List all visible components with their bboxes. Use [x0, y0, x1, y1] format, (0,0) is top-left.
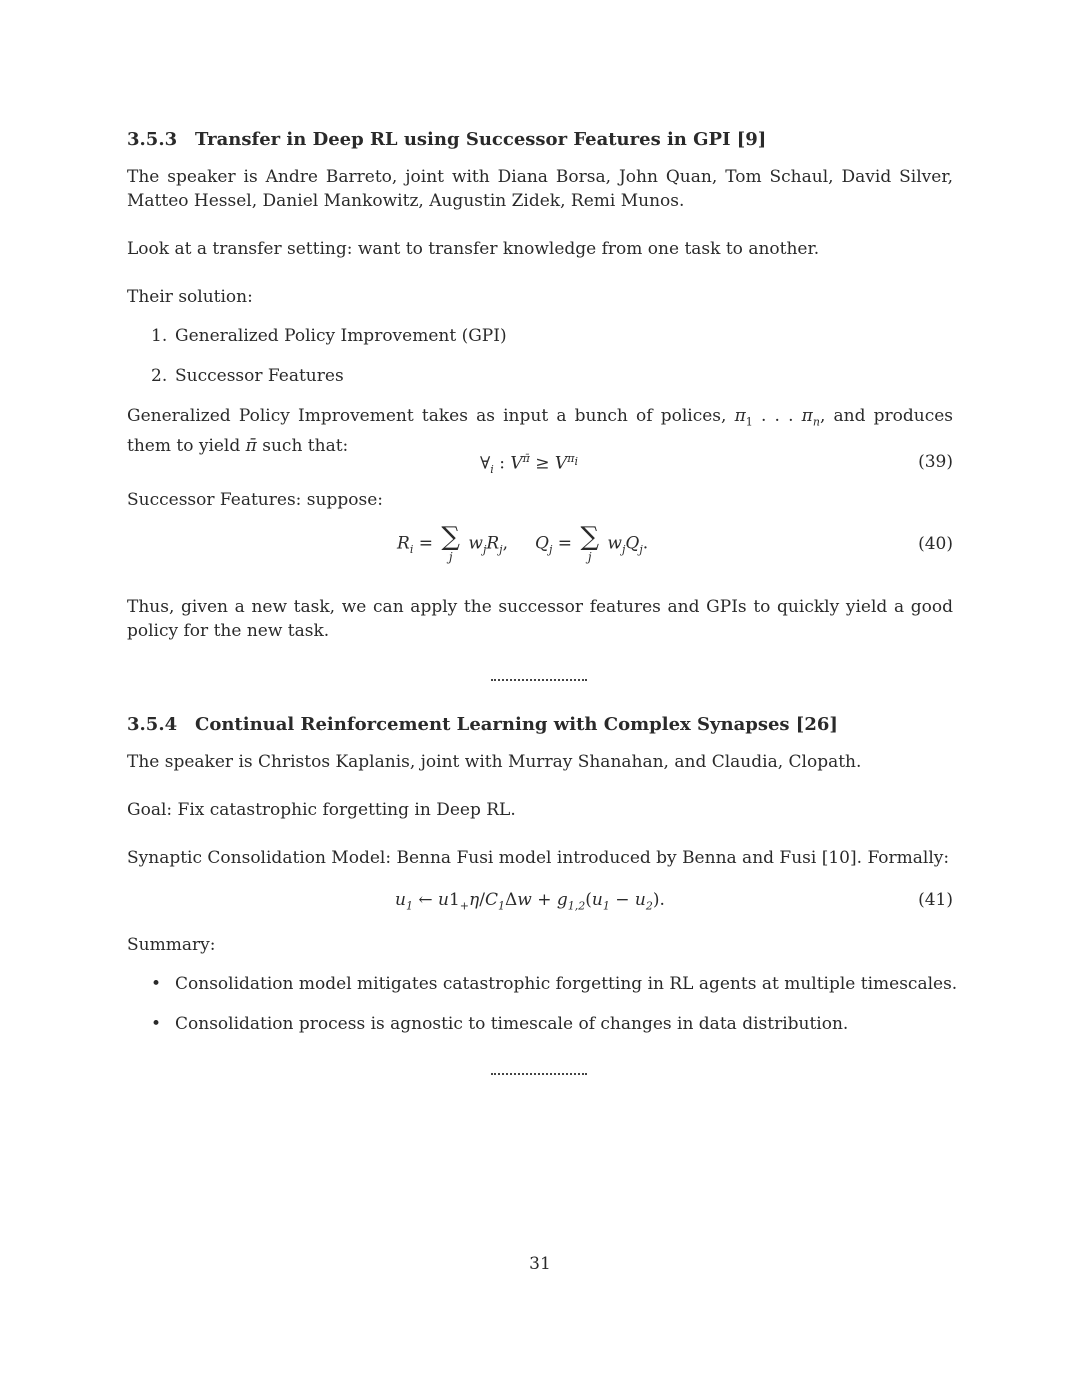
- equation-number: (41): [918, 890, 953, 910]
- gpi-text: , and produces them to yield: [127, 406, 954, 457]
- equation-number: (39): [918, 452, 953, 472]
- section-title: Transfer in Deep RL using Successor Features in GPI [9]: [195, 129, 767, 150]
- section-separator: [491, 1073, 587, 1075]
- bullet-marker: •: [151, 1014, 162, 1034]
- gpi-text: such that:: [256, 436, 349, 457]
- section-heading-3-5-3: [127, 129, 766, 150]
- list-item-text: Generalized Policy Improvement (GPI): [175, 326, 507, 346]
- successor-features-intro: Successor Features: suppose:: [127, 490, 383, 510]
- section-separator: [491, 679, 587, 681]
- equation-body: $R_i$ = ∑ j $w_jR_j$, $Q_j$ = ∑ j $w_jQ_j$.: [397, 522, 649, 564]
- section-number: 3.5.4: [127, 714, 178, 735]
- goal-paragraph: Goal: Fix catastrophic forgetting in Deep RL.: [127, 800, 516, 820]
- bullet-marker: •: [151, 974, 162, 994]
- list-marker: 1.: [151, 326, 168, 346]
- speaker-paragraph: The speaker is Christos Kaplanis, joint with Murray Shanahan, and Claudia, Clopath.: [127, 752, 862, 772]
- list-item-text: Consolidation process is agnostic to timescale of changes in data distribution.: [175, 1014, 849, 1034]
- speaker-paragraph: The speaker is Andre Barreto, joint with Diana Borsa, John Quan, Tom Schaul, David Silver, Matteo Hessel, Daniel Mankowitz, Augustin Zidek, Remi Munos.: [127, 167, 953, 211]
- paper-page: [127, 0, 958, 1398]
- section-title: Continual Reinforcement Learning with Complex Synapses [26]: [195, 714, 838, 735]
- list-item: [151, 324, 951, 348]
- gpi-paragraph: Generalized Policy Improvement takes as input a bunch of polices, $\pi_1$ . . . $\pi_n$, and produces them to yield π̄ such that:: [127, 406, 954, 457]
- equation-body: $\forall_i$ : $V^{\pī} \ge V^{\pi_i}$: [480, 452, 578, 477]
- conclusion-paragraph: Thus, given a new task, we can apply the successor features and GPIs to quickly yield a good policy for the new task.: [127, 597, 953, 641]
- equation-body: $u_1$ ← $u1_+\eta/C_1\Delta w + g_{1,2}(u_1 - u_2)$.: [395, 890, 665, 913]
- model-paragraph: Synaptic Consolidation Model: Benna Fusi model introduced by Benna and Fusi [10]. Formally:: [127, 848, 950, 868]
- transfer-setting-paragraph: Look at a transfer setting: want to transfer knowledge from one task to another.: [127, 239, 820, 259]
- section-heading-3-5-4: [127, 714, 838, 735]
- list-item: [151, 972, 958, 996]
- list-item-text: Successor Features: [175, 366, 344, 386]
- list-item: [151, 364, 951, 388]
- list-item-text: Consolidation model mitigates catastrophic forgetting in RL agents at multiple timescales.: [175, 974, 958, 994]
- list-marker: 2.: [151, 366, 168, 386]
- page-number: 31: [529, 1254, 551, 1274]
- list-item: [151, 1012, 951, 1036]
- gpi-text: Generalized Policy Improvement takes as input a bunch of polices,: [127, 406, 735, 426]
- section-number: 3.5.3: [127, 129, 178, 150]
- summary-intro: Summary:: [127, 935, 216, 955]
- equation-number: (40): [918, 534, 953, 554]
- solution-intro: Their solution:: [127, 287, 253, 307]
